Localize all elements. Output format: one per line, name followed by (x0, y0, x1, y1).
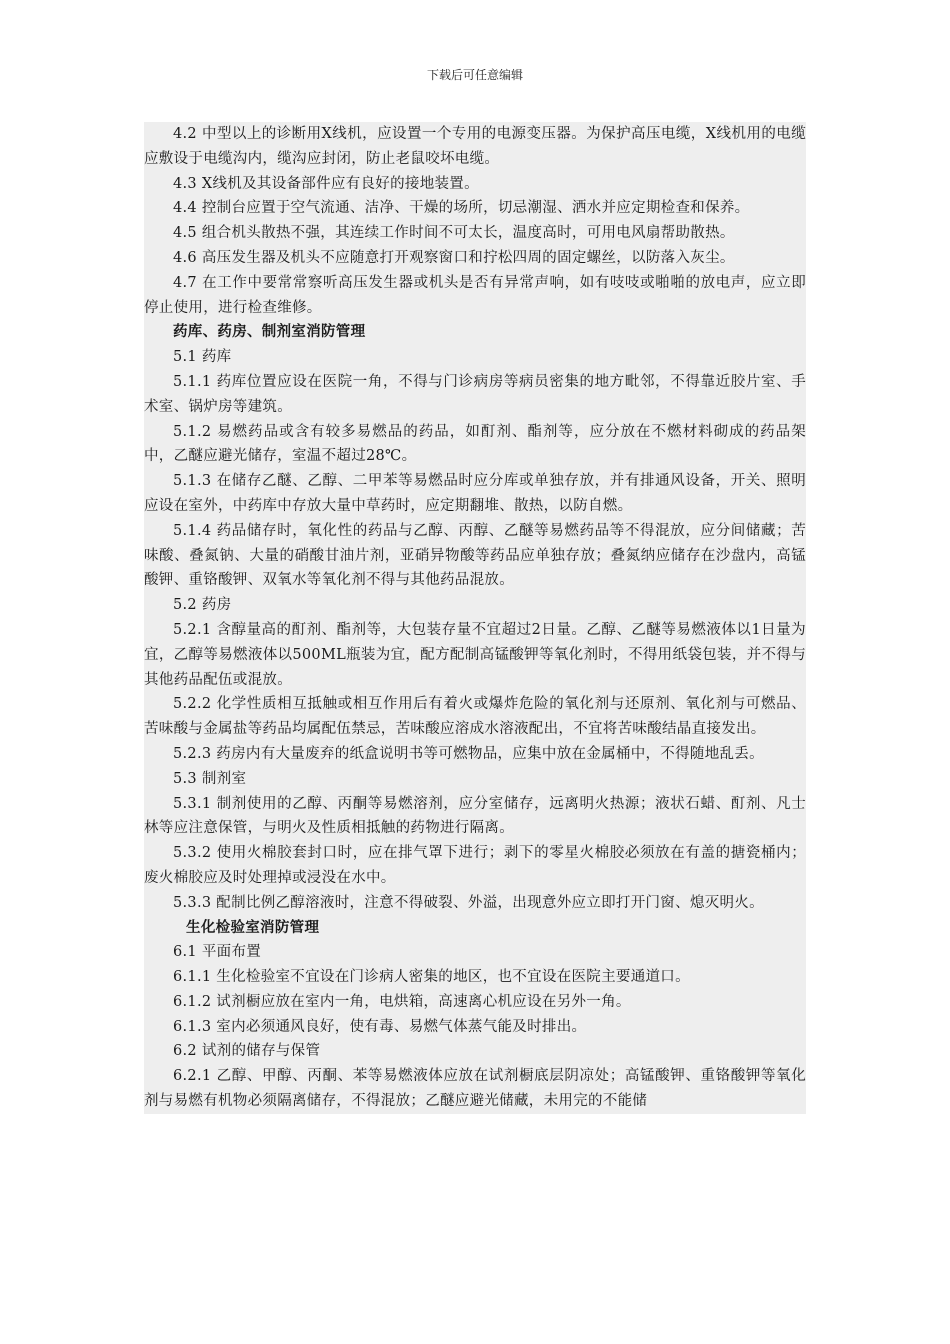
paragraph: 5.3.3 配制比例乙醇溶液时，注意不得破裂、外溢，出现意外应立即打开门窗、熄灭明火。 (173, 894, 764, 911)
paragraph: 5.2 药房 (173, 597, 232, 614)
paragraph: 6.1.3 室内必须通风良好，使有毒、易燃气体蒸气能及时排出。 (173, 1018, 587, 1035)
paragraph: 5.3 制剂室 (173, 770, 247, 787)
section-heading: 生化检验室消防管理 (186, 918, 320, 936)
paragraph: 5.1.3 在储存乙醚、乙醇、二甲苯等易燃品时应分库或单独存放，并有排通风设备，开关、照明应设在室外，中药库中存放大量中草药时，应定期翻堆、散热，以防自燃。 (144, 473, 806, 514)
paragraph: 5.3.1 制剂使用的乙醇、丙酮等易燃溶剂，应分室储存，远离明火热源；液状石蜡、酊剂、凡士林等应注意保管，与明火及性质相抵触的药物进行隔离。 (144, 795, 806, 837)
paragraph: 6.2.1 乙醇、甲醇、丙酮、苯等易燃液体应放在试剂橱底层阴凉处；高锰酸钾、重铬酸钾等氧化剂与易燃有机物必须隔离储存，不得混放；乙醚应避光储藏，未用完的不能储 (144, 1068, 806, 1110)
paragraph: 6.1.2 试剂橱应放在室内一角，电烘箱，高速离心机应设在另外一角。 (173, 993, 631, 1010)
paragraph: 5.3.2 使用火棉胶套封口时，应在排气罩下进行；剥下的零星火棉胶必须放在有盖的搪瓷桶内；废火棉胶应及时处理掉或浸没在水中。 (144, 845, 806, 886)
paragraph: 4.5 组合机头散热不强，其连续工作时间不可太长，温度高时，可用电风扇帮助散热。 (173, 225, 735, 242)
paragraph: 5.2.2 化学性质相互抵触或相互作用后有着火或爆炸危险的氧化剂与还原剂、氧化剂与可燃品、苦味酸与金属盐等药品均属配伍禁忌，苦味酸应溶成水溶液配出，不宜将苦味酸结晶直接发出。 (144, 696, 806, 738)
paragraph: 6.1.1 生化检验室不宜设在门诊病人密集的地区，也不宜设在医院主要通道口。 (173, 969, 690, 986)
paragraph: 4.4 控制台应置于空气流通、洁净、干燥的场所，切忌潮湿、洒水并应定期检查和保养。 (173, 200, 750, 217)
paragraph: 5.1 药库 (173, 349, 232, 366)
paragraph: 6.2 试剂的储存与保管 (173, 1043, 321, 1060)
paragraph: 4.2 中型以上的诊断用X线机，应设置一个专用的电源变压器。为保护高压电缆，X线机用的电缆应敷设于电缆沟内，缆沟应封闭，防止老鼠咬坏电缆。 (144, 126, 806, 167)
paragraph: 4.6 高压发生器及机头不应随意打开观察窗口和拧松四周的固定螺丝，以防落入灰尘。 (173, 249, 735, 266)
section-heading: 药库、药房、制剂室消防管理 (173, 323, 366, 341)
paragraph: 5.2.1 含醇量高的酊剂、酯剂等，大包装存量不宜超过2日量。乙醇、乙醚等易燃液体以1日量为宜，乙醇等易燃液体以500ML瓶装为宜，配方配制高锰酸钾等氧化剂时，不得用纸袋包装，并不得与其他药品配伍或混放。 (144, 621, 806, 688)
page-header: 下载后可任意编辑 (426, 68, 523, 82)
paragraph: 4.3 X线机及其设备部件应有良好的接地装置。 (173, 175, 479, 192)
paragraph: 5.1.2 易燃药品或含有较多易燃品的药品，如酊剂、酯剂等，应分放在不燃材料砌成的药品架中，乙醚应避光储存，室温不超过28℃。 (144, 423, 806, 465)
paragraph: 5.1.4 药品储存时，氧化性的药品与乙醇、丙醇、乙醚等易燃药品等不得混放，应分间储藏；苦味酸、叠氮钠、大量的硝酸甘油片剂，亚硝异物酸等药品应单独存放；叠氮纳应储存在沙盘内，高锰酸钾、重铬酸钾、双氧水等氧化剂不得与其他药品混放。 (144, 522, 806, 589)
paragraph: 5.2.3 药房内有大量废弃的纸盒说明书等可燃物品，应集中放在金属桶中，不得随地乱丢。 (173, 745, 764, 762)
paragraph: 6.1 平面布置 (173, 944, 262, 961)
paragraph: 5.1.1 药库位置应设在医院一角，不得与门诊病房等病员密集的地方毗邻，不得靠近胶片室、手术室、锅炉房等建筑。 (144, 373, 806, 415)
paragraph: 4.7 在工作中要常常察听高压发生器或机头是否有异常声响，如有吱吱或啪啪的放电声，应立即停止使用，进行检查维修。 (144, 274, 806, 316)
document-body (144, 122, 806, 1114)
